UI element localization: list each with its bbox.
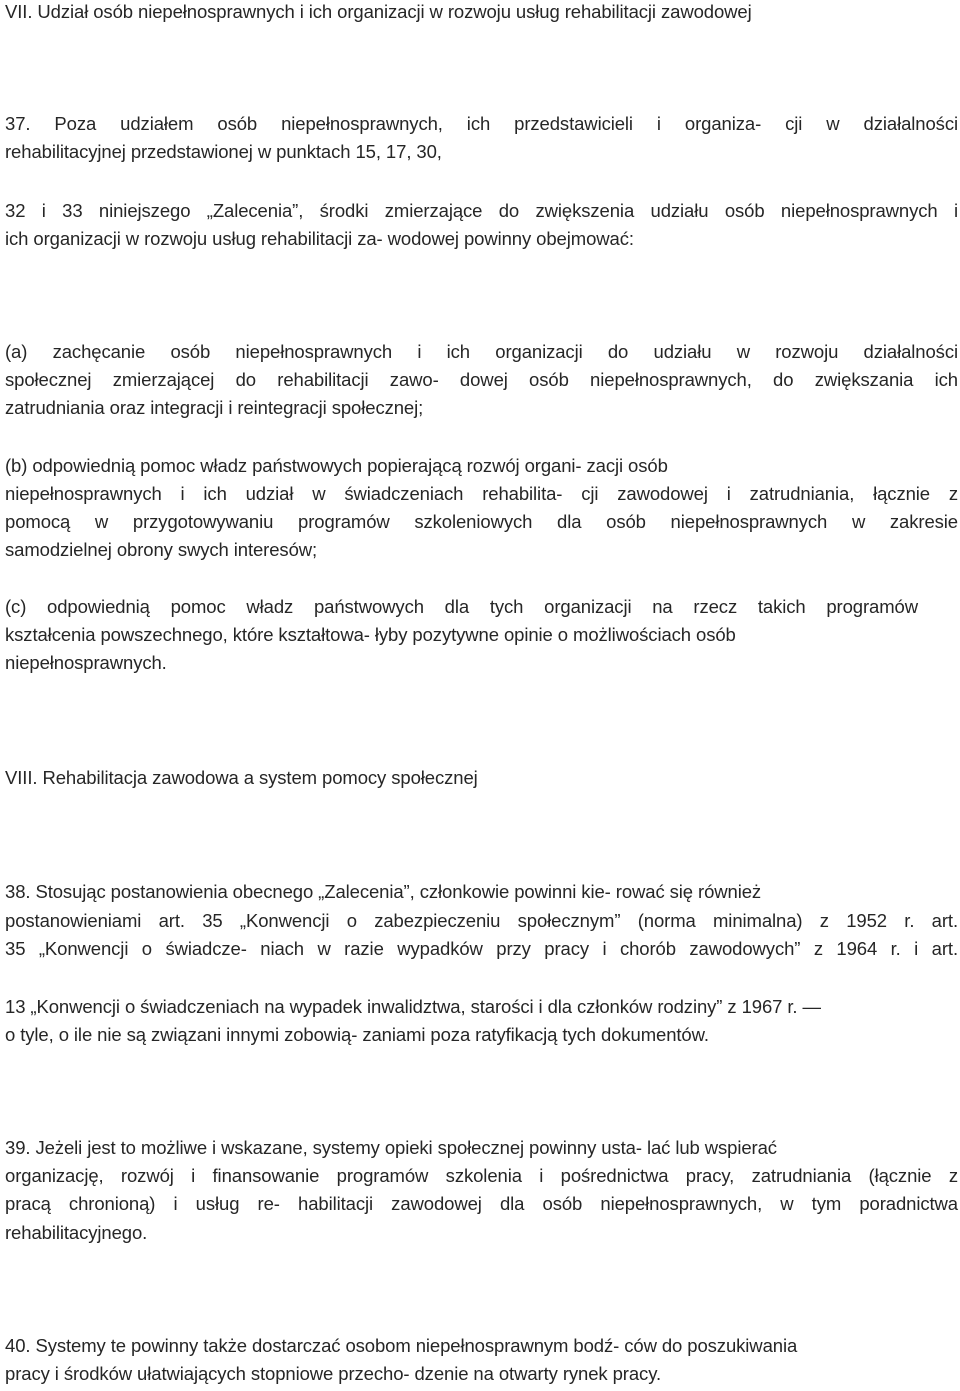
paragraph-38-line: 35 „Konwencji o świadcze- niach w razie wypadków przy pracy i chorób zawodowych” z 1964 r. i art. <box>5 938 958 959</box>
item-a-line: (a) zachęcanie osób niepełnosprawnych i ich organizacji do udziału w rozwoju działalności <box>5 341 958 362</box>
paragraph-39-line: 39. Jeżeli jest to możliwe i wskazane, systemy opieki społecznej powinny usta- lać lub wspierać <box>5 1137 777 1158</box>
item-b-line: samodzielnej obrony swych interesów; <box>5 539 318 560</box>
paragraph-37-line: rehabilitacyjnej przedstawionej w punktach 15, 17, 30, <box>5 141 442 162</box>
paragraph-39-line: rehabilitacyjnego. <box>5 1222 148 1243</box>
section-heading-viii: VIII. Rehabilitacja zawodowa a system pomocy społecznej <box>5 767 478 788</box>
item-a-line: społecznej zmierzającej do rehabilitacji zawo- dowej osób niepełnosprawnych, do zwiększania ich <box>5 369 958 390</box>
paragraph-38-line: 13 „Konwencji o świadczeniach na wypadek inwalidztwa, starości i dla członków rodziny” z 1967 r. — <box>5 996 821 1017</box>
paragraph-37-line: 32 i 33 niniejszego „Zalecenia”, środki zmierzające do zwiększenia udziału osób niepełnosprawnych i <box>5 200 958 221</box>
paragraph-38-line: o tyle, o ile nie są związani innymi zobowią- zaniami poza ratyfikacją tych dokumentów. <box>5 1024 709 1045</box>
section-heading-vii: VII. Udział osób niepełnosprawnych i ich organizacji w rozwoju usług rehabilitacji zawodowej <box>5 1 752 22</box>
paragraph-37-line: ich organizacji w rozwoju usług rehabilitacji za- wodowej powinny obejmować: <box>5 228 634 249</box>
item-c-line: niepełnosprawnych. <box>5 652 167 673</box>
item-b-line: niepełnosprawnych i ich udział w świadczeniach rehabilita- cji zawodowej i zatrudniania, łącznie z <box>5 483 958 504</box>
paragraph-40-line: pracy i środków ułatwiających stopniowe przecho- dzenie na otwarty rynek pracy. <box>5 1363 662 1384</box>
item-a-line: zatrudniania oraz integracji i reintegracji społecznej; <box>5 397 424 418</box>
paragraph-39-line: pracą chronioną) i usług re- habilitacji zawodowej dla osób niepełnosprawnych, w tym poradnictwa <box>5 1193 958 1214</box>
item-b-line: (b) odpowiednią pomoc władz państwowych popierającą rozwój organi- zacji osób <box>5 455 668 476</box>
item-b-line: pomocą w przygotowywaniu programów szkoleniowych dla osób niepełnosprawnych w zakresie <box>5 511 958 532</box>
paragraph-38-line: 38. Stosując postanowienia obecnego „Zalecenia”, członkowie powinni kie- rować się również <box>5 881 762 902</box>
paragraph-38-line: postanowieniami art. 35 „Konwencji o zabezpieczeniu społecznym” (norma minimalna) z 1952 r. art. <box>5 910 958 931</box>
item-c-line: (c) odpowiednią pomoc władz państwowych dla tych organizacji na rzecz takich programów <box>5 596 918 617</box>
paragraph-39-line: organizację, rozwój i finansowanie programów szkolenia i pośrednictwa pracy, zatrudniania (łącznie z <box>5 1165 958 1186</box>
item-c-line: kształcenia powszechnego, które kształtowa- łyby pozytywne opinie o możliwościach osób <box>5 624 736 645</box>
paragraph-37-line: 37. Poza udziałem osób niepełnosprawnych, ich przedstawicieli i organiza- cji w działalności <box>5 113 958 134</box>
paragraph-40-line: 40. Systemy te powinny także dostarczać osobom niepełnosprawnym bodź- ców do poszukiwania <box>5 1335 798 1356</box>
